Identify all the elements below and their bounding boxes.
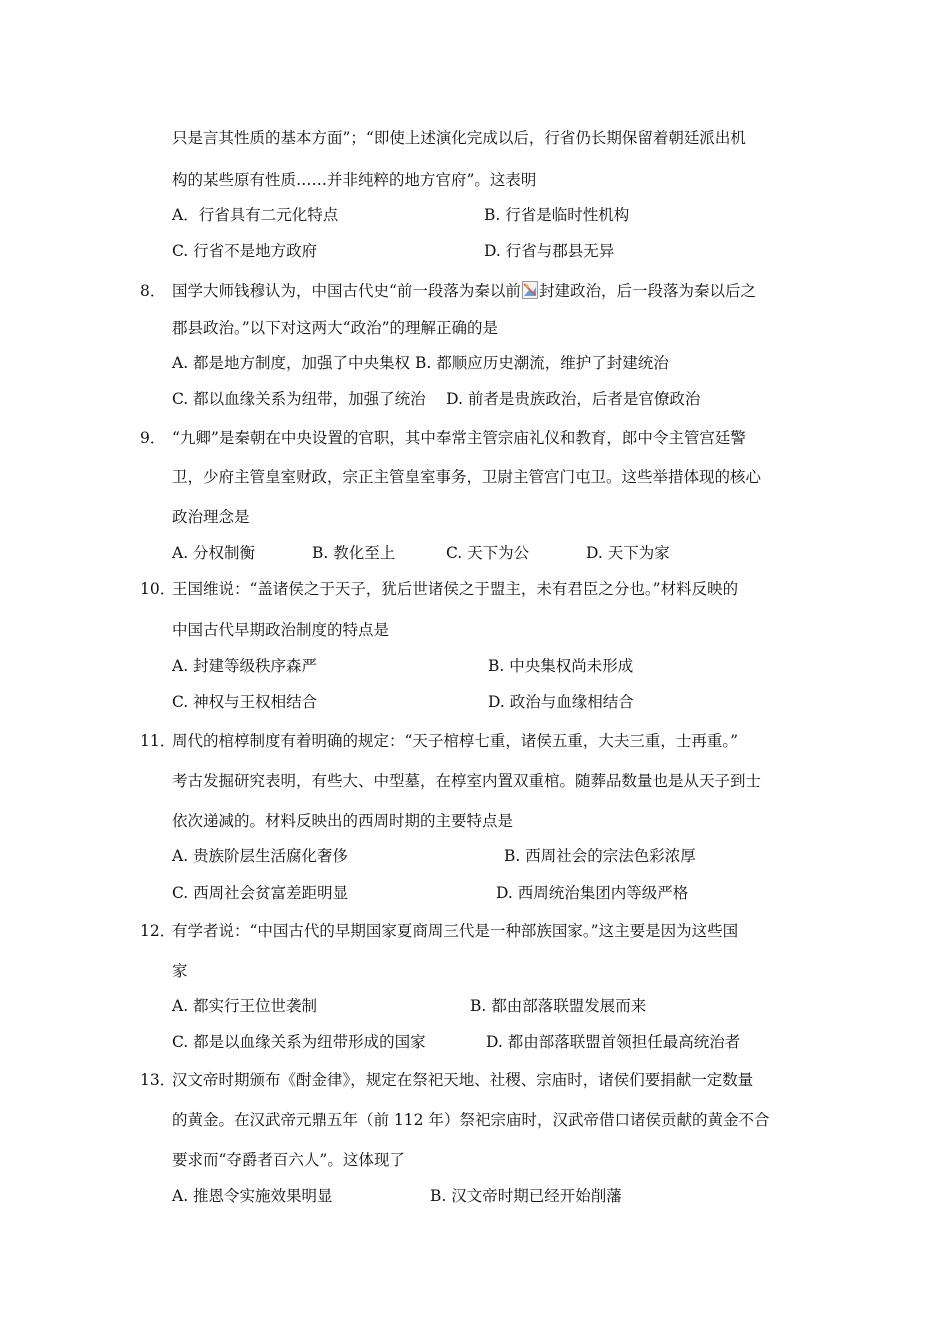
q9-number: 9． xyxy=(140,429,166,447)
q11-option-c: C. 西周社会贫富差距明显 xyxy=(172,884,349,902)
q7-stem-line-2: 构的某些原有性质……并非纯粹的地方官府”。这表明 xyxy=(172,171,537,189)
q7-option-a: A．行省具有二元化特点 xyxy=(172,206,339,224)
q11-stem-line-3: 依次递减的。材料反映出的西周时期的主要特点是 xyxy=(172,812,514,830)
q12-stem-line-2: 家 xyxy=(172,962,188,980)
q10-option-b: B. 中央集权尚未形成 xyxy=(488,657,634,675)
q12-option-a: A. 都实行王位世袭制 xyxy=(172,997,318,1015)
q12-option-d: D. 都由部落联盟首领担任最高统治者 xyxy=(486,1033,741,1051)
q10-option-a: A. 封建等级秩序森严 xyxy=(172,657,318,675)
q10-option-c: C. 神权与王权相结合 xyxy=(172,693,318,711)
q13-number: 13． xyxy=(140,1071,176,1089)
q10-stem-line-2: 中国古代早期政治制度的特点是 xyxy=(172,621,390,639)
q9-stem-line-3: 政治理念是 xyxy=(172,508,250,526)
q13-stem-line-2: 的黄金。在汉武帝元鼎五年（前 112 年）祭祀宗庙时，汉武帝借口诸侯贡献的黄金不合 xyxy=(172,1111,770,1129)
q8-stem-part-2: 封建政治，后一段落为秦以后之 xyxy=(538,282,756,300)
q9-stem-line-2: 卫，少府主管皇室财政，宗正主管皇室事务，卫尉主管宫门屯卫。这些举措体现的核心 xyxy=(172,468,762,486)
q13-option-b: B. 汉文帝时期已经开始削藩 xyxy=(430,1187,622,1205)
q7-option-d: D. 行省与郡县无异 xyxy=(484,242,615,260)
q8-option-ab: A. 都是地方制度，加强了中央集权 B. 都顺应历史潮流，维护了封建统治 xyxy=(172,354,669,372)
q12-option-c: C. 都是以血缘关系为纽带形成的国家 xyxy=(172,1033,426,1051)
q7-option-b: B. 行省是临时性机构 xyxy=(484,206,630,224)
q8-stem-line-2: 郡县政治。”以下对这两大“政治”的理解正确的是 xyxy=(172,319,499,337)
q13-option-a: A. 推恩令实施效果明显 xyxy=(172,1187,333,1205)
q8-option-cd: C. 都以血缘关系为纽带，加强了统治 D. 前者是贵族政治，后者是官僚政治 xyxy=(172,390,701,408)
q13-stem-line-3: 要求而“夺爵者百六人”。这体现了 xyxy=(172,1151,405,1169)
q8-stem-line-1 xyxy=(172,281,756,301)
q9-option-d: D. 天下为家 xyxy=(586,544,670,562)
q10-option-d: D. 政治与血缘相结合 xyxy=(488,693,634,711)
q9-stem-line-1: “九卿”是秦朝在中央设置的官职，其中奉常主管宗庙礼仪和教育，郎中令主管宫廷警 xyxy=(172,429,746,447)
q11-stem-line-2: 考古发掘研究表明，有些大、中型墓，在椁室内置双重棺。随葬品数量也是从天子到士 xyxy=(172,772,762,790)
q11-option-a: A. 贵族阶层生活腐化奢侈 xyxy=(172,847,349,865)
q9-option-c: C. 天下为公 xyxy=(446,544,530,562)
q12-number: 12． xyxy=(140,922,176,940)
q7-stem-line-1: 只是言其性质的基本方面”；“即使上述演化完成以后，行省仍长期保留着朝廷派出机 xyxy=(172,129,746,147)
q11-stem-line-1: 周代的棺椁制度有着明确的规定：“天子棺椁七重，诸侯五重，大夫三重，士再重。” xyxy=(172,732,739,750)
q12-option-b: B. 都由部落联盟发展而来 xyxy=(470,997,647,1015)
q9-option-a: A. 分权制衡 xyxy=(172,544,256,562)
q7-option-c: C. 行省不是地方政府 xyxy=(172,242,318,260)
q11-option-b: B. 西周社会的宗法色彩浓厚 xyxy=(504,847,696,865)
q13-stem-line-1: 汉文帝时期颁布《酎金律》，规定在祭祀天地、社稷、宗庙时，诸侯们要捐献一定数量 xyxy=(172,1071,754,1089)
q11-number: 11． xyxy=(140,732,176,750)
q10-stem-line-1: 王国维说：“盖诸侯之于天子，犹后世诸侯之于盟主，未有君臣之分也。”材料反映的 xyxy=(172,580,739,598)
q9-option-b: B. 教化至上 xyxy=(312,544,396,562)
q12-stem-line-1: 有学者说：“中国古代的早期国家夏商周三代是一种部族国家。”这主要是因为这些国 xyxy=(172,922,739,940)
broken-image-icon xyxy=(522,281,538,299)
q8-number: 8． xyxy=(140,282,166,300)
q10-number: 10． xyxy=(140,580,176,598)
q11-option-d: D. 西周统治集团内等级严格 xyxy=(496,884,689,902)
q8-stem-part-1: 国学大师钱穆认为，中国古代史“前一段落为秦以前 xyxy=(172,282,521,300)
